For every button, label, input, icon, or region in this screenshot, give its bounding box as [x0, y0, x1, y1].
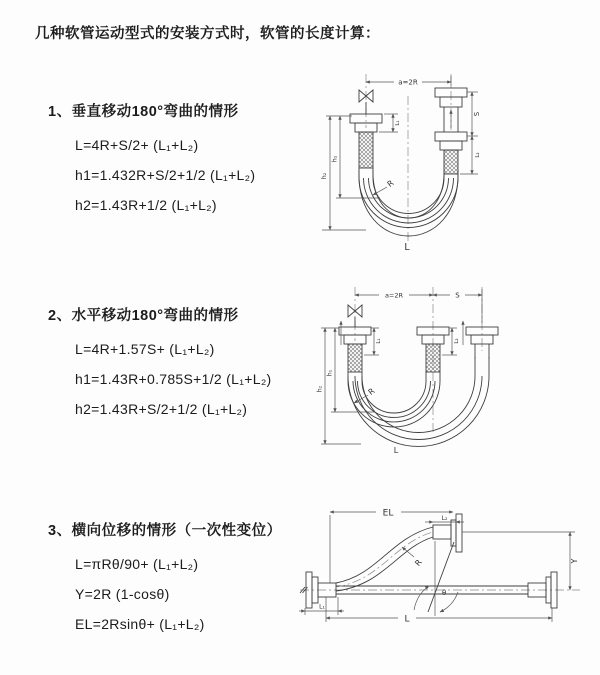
dim-label-l2: L₂ [441, 515, 448, 522]
dim-label-a2r: a=2R [384, 291, 404, 300]
dim-label-a2r: a=2R [398, 78, 418, 87]
radius-callout [402, 547, 424, 568]
dim-label-h2: h₂ [320, 172, 328, 180]
right-pipe-flanges [435, 88, 467, 174]
dim-label-r: R [366, 386, 377, 397]
dimension-l2 [442, 328, 460, 355]
braided-hose-section [359, 132, 373, 168]
dimension-s [433, 289, 482, 323]
dim-label-length: L [404, 242, 410, 253]
formula-h1: h1=1.432R+S/2+1/2 (L₁+L₂) [75, 167, 256, 183]
dim-label-s: S [473, 111, 481, 117]
diagram-vertical-180-bend [308, 66, 528, 261]
dim-label-length: L [404, 614, 410, 625]
s-curve-hose [336, 527, 433, 591]
formula-y: Y=2R (1-cosθ) [75, 586, 170, 602]
formula-length: L=4R+1.57S+ (L₁+L₂) [75, 341, 215, 357]
dimension-length [326, 597, 552, 625]
dimension-y [462, 532, 579, 590]
left-pipe-flange [350, 114, 382, 168]
section-2-formulas [75, 334, 328, 424]
formula-h2: h2=1.43R+S/2+1/2 (L₁+L₂) [75, 401, 248, 417]
section-2 [48, 304, 328, 424]
diagram-lateral-displacement [298, 498, 583, 658]
page-title: 几种软管运动型式的安装方式时，软管的长度计算： [35, 26, 380, 42]
dim-label-r: R [385, 178, 396, 189]
u-bend-hose [359, 168, 458, 236]
section-3-formulas [75, 549, 328, 639]
dimension-a2r [355, 292, 433, 300]
dimension-a2r [366, 76, 451, 87]
diagram-horizontal-180-bend [313, 281, 563, 463]
dim-label-el: EL [382, 508, 394, 519]
dimension-l2 [425, 515, 464, 522]
dimension-el [330, 509, 453, 584]
dim-label-theta: θ [442, 589, 447, 597]
dim-label-h2: h₂ [316, 385, 324, 393]
braided-hose-section [444, 150, 458, 174]
dim-label-s: S [455, 291, 460, 300]
dim-label-l2: L₂ [475, 152, 481, 158]
formula-el: EL=2Rsinθ+ (L₁+L₂) [75, 616, 205, 632]
dim-label-h1: h₁ [330, 155, 339, 163]
section-1-heading: 1、垂直移动180°弯曲的情形 [48, 104, 239, 120]
dim-label-r: R [413, 557, 424, 568]
section-1 [48, 100, 328, 220]
dim-label-h1: h₁ [326, 369, 334, 377]
dim-label-length: L [393, 446, 399, 455]
dimension-l1 [364, 328, 382, 355]
dim-label-l2: L₂ [454, 338, 460, 344]
section-2-heading: 2、水平移动180°弯曲的情形 [48, 308, 239, 324]
section-3 [48, 519, 328, 639]
angle-theta [414, 541, 458, 616]
formula-h1: h1=1.43R+0.785S+1/2 (L₁+L₂) [75, 371, 272, 387]
formula-length: L=4R+S/2+ (L₁+L₂) [75, 137, 199, 153]
dimension-s [467, 92, 481, 136]
formula-length: L=πRθ/90+ (L₁+L₂) [75, 556, 199, 572]
dim-label-l1: L₁ [376, 338, 382, 344]
dim-label-l1: L₁ [395, 120, 401, 126]
dimension-l2 [460, 136, 481, 174]
centerlines [366, 74, 451, 244]
section-1-formulas [75, 130, 328, 220]
dim-label-l1: L₁ [319, 603, 325, 611]
upper-flange [433, 514, 462, 552]
formula-h2: h2=1.43R+1/2 (L₁+L₂) [75, 197, 217, 213]
dim-label-y: Y [570, 558, 579, 564]
section-3-heading: 3、横向位移的情形（一次性变位） [48, 523, 282, 539]
